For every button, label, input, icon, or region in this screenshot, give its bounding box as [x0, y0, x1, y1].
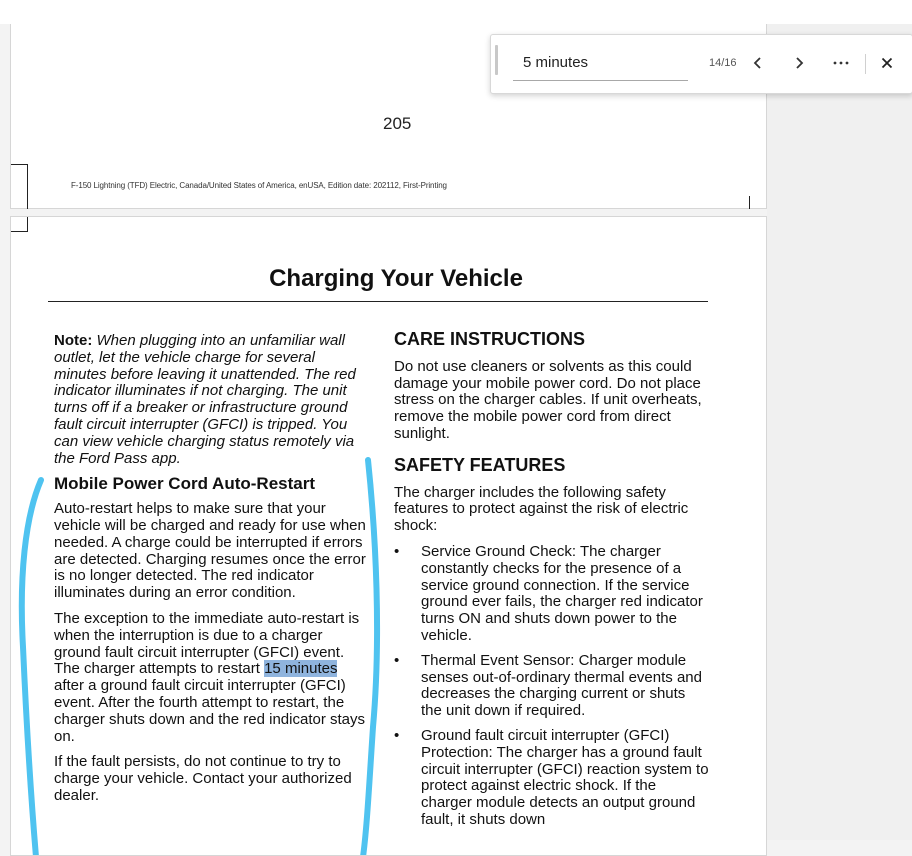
list-item: [394, 544, 709, 645]
crop-mark: [11, 164, 28, 165]
crop-mark: [11, 231, 28, 232]
more-horizontal-icon: [832, 60, 850, 66]
note-text: When plugging into an unfamiliar wall outlet, let the vehicle charge for several minutes before leaving it unattended. The red indicator illuminates if not charging. The unit turns off if a breaker or infrastructure ground fault circuit interrupter (GFCI) is tripped. You can view vehicle charging status remotely via the Ford Pass app.: [54, 332, 356, 467]
section-heading: CARE INSTRUCTIONS: [394, 329, 586, 349]
paragraph: Do not use cleaners or solvents as this could damage your mobile power cord. Do not place stress on the charger cables. If unit overheats, remove the mobile power cord from direct sunlight.: [394, 357, 702, 442]
crop-mark: [749, 196, 750, 209]
list-item-text: Service Ground Check: The charger constantly checks for the presence of a service ground connection. If the service ground ever fails, the charger red indicator turns ON and shuts down power to the vehicle.: [421, 542, 703, 644]
bullet-list: [394, 544, 709, 829]
previous-match-button[interactable]: [744, 49, 772, 77]
more-options-button[interactable]: [827, 49, 855, 77]
match-count: 14/16: [709, 57, 737, 69]
close-icon: [881, 57, 893, 69]
crop-mark: [27, 217, 28, 232]
bullet-glyph: •: [394, 651, 400, 669]
paragraph: The charger includes the following safety features to protect against the risk of electric shock:: [394, 483, 689, 535]
left-column: [54, 333, 366, 814]
text-run: The exception to the immediate auto-restart is when the interruption is due to a charger ground fault circuit interrupter (GFCI) event. The charger attempts to restart: [54, 609, 360, 678]
find-input[interactable]: [513, 45, 688, 81]
document-page-current: [10, 216, 767, 856]
right-column: [394, 331, 709, 837]
side-panel: [767, 24, 912, 840]
list-item-text: Ground fault circuit interrupter (GFCI) Protection: The charger has a ground fault circuit interrupter (GFCI) reaction system to protect against electric shock. If the charger module detects an output ground fault, it shuts down: [421, 726, 709, 828]
search-match-highlight: 15 minutes: [264, 660, 338, 678]
next-match-button[interactable]: [785, 49, 813, 77]
find-bar-grip: [495, 45, 498, 75]
list-item: [394, 728, 709, 829]
note-paragraph: [54, 333, 366, 467]
chevron-left-icon: [751, 56, 765, 70]
ink-stroke-left: [22, 480, 41, 856]
find-bar: [490, 34, 912, 94]
document-viewer[interactable]: [0, 24, 767, 840]
bullet-glyph: •: [394, 726, 400, 744]
page-number: 205: [383, 114, 412, 133]
paragraph-with-match: [54, 611, 366, 745]
list-item-text: Thermal Event Sensor: Charger module senses out-of-ordinary thermal events and decreases the charging current or shuts the unit down if required.: [421, 651, 702, 720]
crop-mark: [27, 164, 28, 209]
viewer-top-bar: [0, 0, 912, 25]
bullet-glyph: •: [394, 542, 400, 560]
paragraph: Auto-restart helps to make sure that your vehicle will be charged and ready for use when needed. A charge could be interrupted if errors are detected. Charging resumes once the error is no longer detected. The red indicator illuminates during an error condition.: [54, 500, 366, 602]
page-footer: F-150 Lightning (TFD) Electric, Canada/United States of America, enUSA, Edition date: 202112, First-Printing: [71, 181, 447, 190]
title-divider: [48, 301, 708, 302]
section-heading: SAFETY FEATURES: [394, 454, 566, 475]
close-find-button[interactable]: [873, 49, 901, 77]
paragraph: If the fault persists, do not continue to try to charge your vehicle. Contact your authorized dealer.: [54, 753, 352, 804]
page-title: Charging Your Vehicle: [269, 265, 523, 292]
text-run: after a ground fault circuit interrupter (GFCI) event. After the fourth attempt to restart, the charger shuts down and the red indicator stays on.: [54, 677, 366, 745]
chevron-right-icon: [792, 56, 806, 70]
list-item: [394, 653, 709, 720]
divider: [865, 54, 866, 74]
section-subheading: Mobile Power Cord Auto-Restart: [54, 474, 315, 494]
note-label: Note:: [54, 332, 93, 349]
